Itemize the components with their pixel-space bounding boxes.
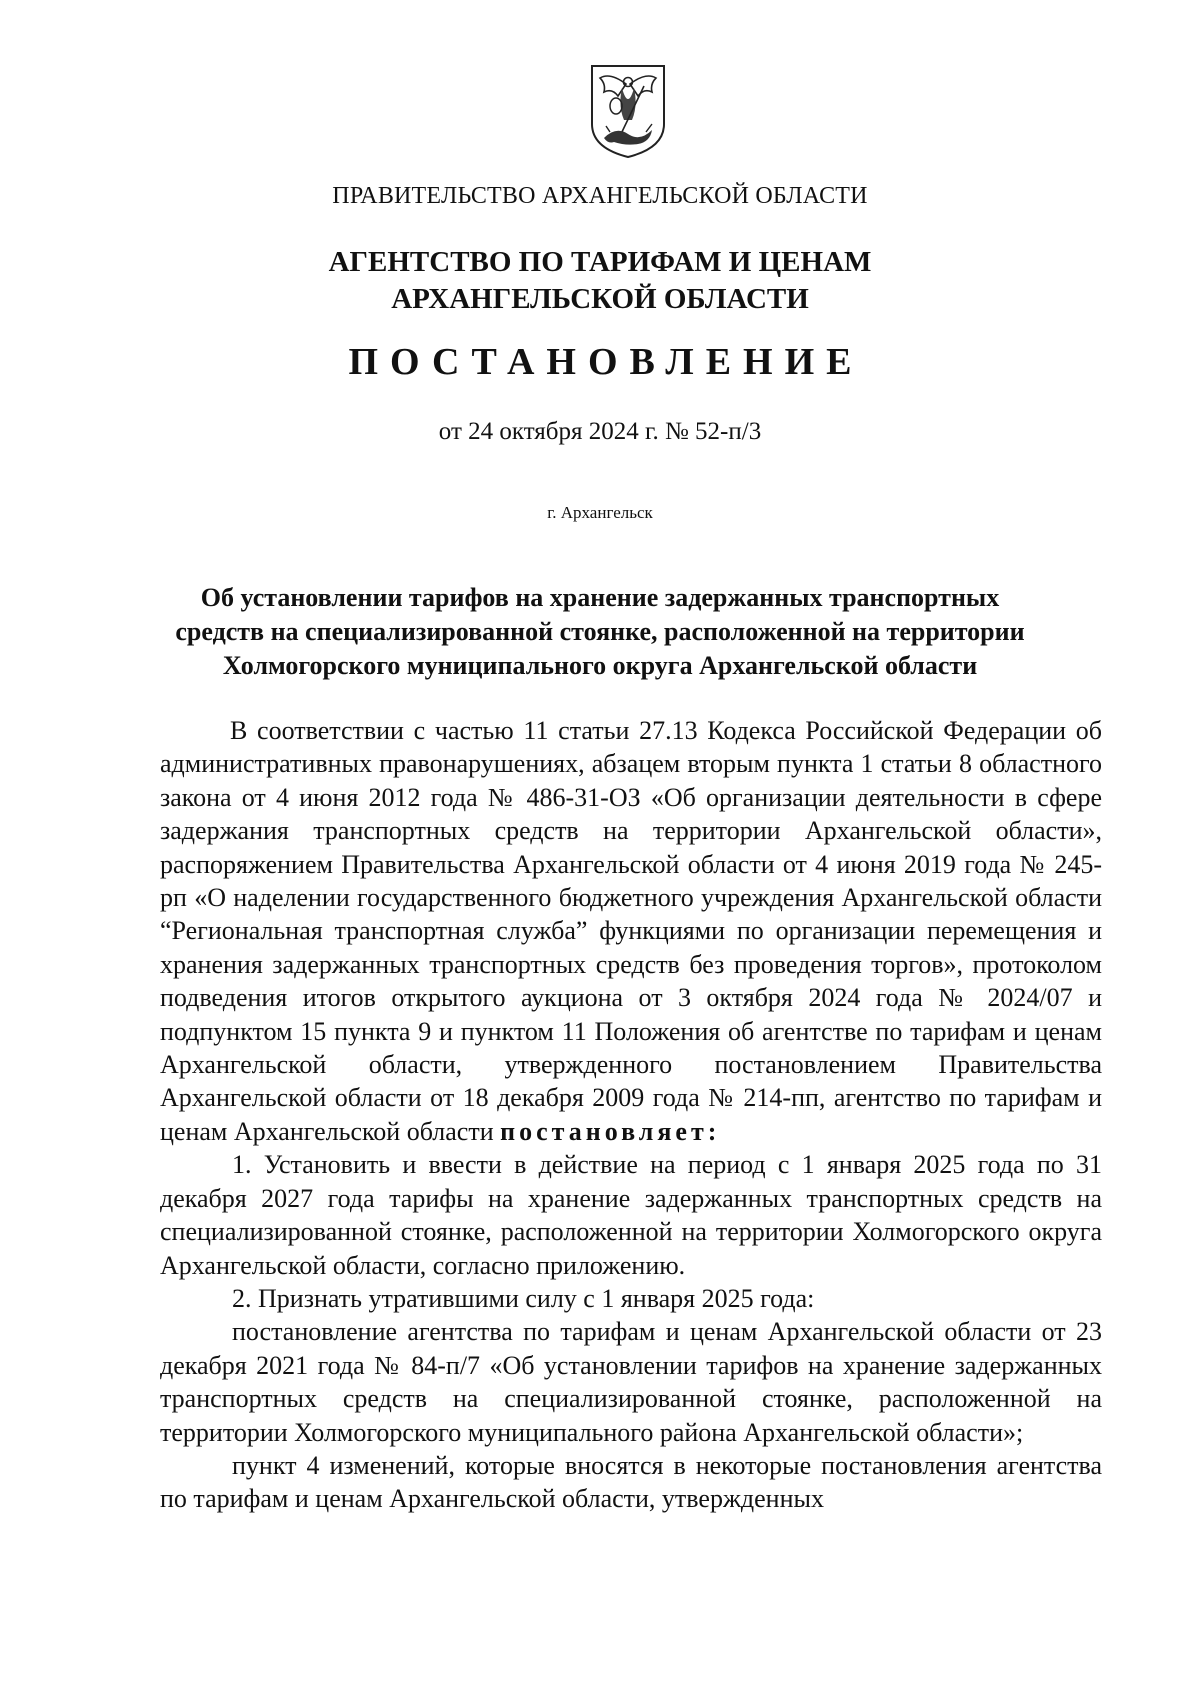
document-body: [160, 714, 1102, 1516]
agency-title-line-2: АРХАНГЕЛЬСКОЙ ОБЛАСТИ: [391, 283, 809, 315]
document-date-number: от 24 октября 2024 г. № 52-п/3: [438, 418, 762, 445]
preamble-paragraph: [160, 714, 1102, 1148]
agency-title: [0, 244, 1200, 318]
item-2-subitem-b: пункт 4 изменений, которые вносятся в некоторые постановления агентства по тарифам и ценам Архангельской области, утвержденных: [160, 1450, 1102, 1514]
document-type: ПОСТАНОВЛЕНИЕ: [348, 341, 864, 383]
government-title: ПРАВИТЕЛЬСТВО АРХАНГЕЛЬСКОЙ ОБЛАСТИ: [332, 183, 868, 209]
document-title-line-2: средств на специализированной стоянке, расположенной на территории: [175, 617, 1025, 646]
coat-of-arms-icon: [588, 62, 668, 160]
decree-word: постановляет:: [500, 1116, 721, 1146]
item-2: 2. Признать утратившими силу с 1 января 2025 года:: [232, 1283, 815, 1313]
document-title: [0, 581, 1200, 683]
agency-title-line-1: АГЕНТСТВО ПО ТАРИФАМ И ЦЕНАМ: [328, 246, 872, 278]
item-2-subitem-a: постановление агентства по тарифам и ценам Архангельской области от 23 декабря 2021 года № 84-п/7 «Об установлении тарифов на хранение задержанных транспортных средств на специализированной стоянке, расположенной на территории Холмогорского муниципального района Архангельской области»;: [160, 1317, 1102, 1447]
item-1: 1. Установить и ввести в действие на период с 1 января 2025 года по 31 декабря 2027 года тарифы на хранение задержанных транспортных средств на специализированной стоянке, расположенной на территории Холмогорского округа Архангельской области, согласно приложению.: [160, 1150, 1102, 1280]
document-title-line-3: Холмогорского муниципального округа Архангельской области: [222, 651, 978, 680]
preamble-text: В соответствии с частью 11 статьи 27.13 Кодекса Российской Федерации об административных правонарушениях, абзацем вторым пункта 1 статьи 8 областного закона от 4 июня 2012 года № 486-31-ОЗ «Об организации деятельности в сфере задержания транспортных средств на территории Архангельской области», распоряжением Правительства Архангельской области от 4 июня 2019 года № 245-рп «О наделении государственного бюджетного учреждения Архангельской области “Региональная транспортная служба” функциями по организации перемещения и хранения задержанных транспортных средств без проведения торгов», протоколом подведения итогов открытого аукциона от 3 октября 2024 года № 2024/07 и подпунктом 15 пункта 9 и пунктом 11 Положения об агентстве по тарифам и ценам Архангельской области, утвержденного постановлением Правительства Архангельской области от 18 декабря 2009 года № 214-пп, агентство по тарифам и ценам Архангельской области: [160, 716, 1102, 1146]
document-title-line-1: Об установлении тарифов на хранение задержанных транспортных: [200, 583, 1000, 612]
document-city: г. Архангельск: [547, 503, 653, 522]
